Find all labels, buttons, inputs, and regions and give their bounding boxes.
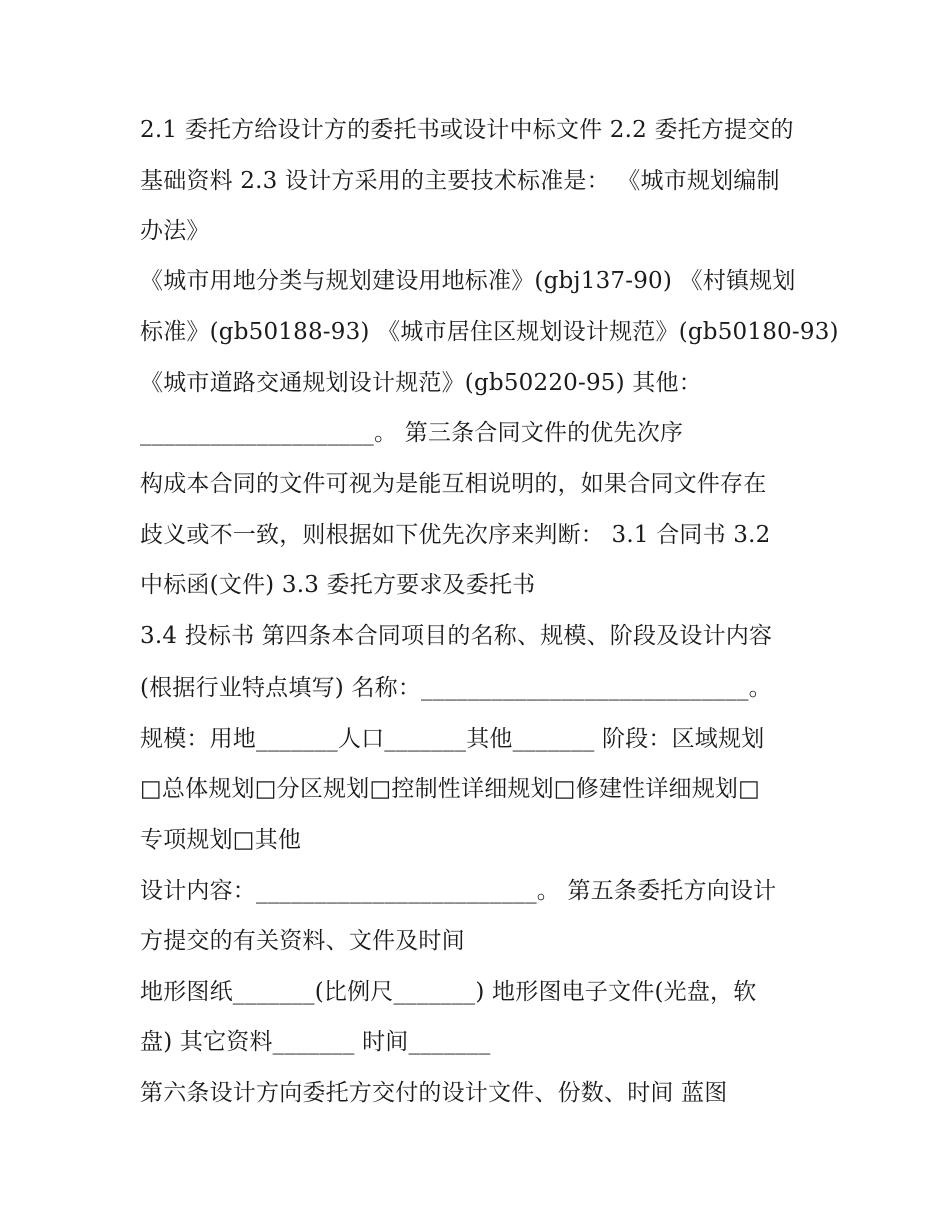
text-line: 标准》(gb50188-93) 《城市居住区规划设计规范》(gb50180-93) — [140, 319, 839, 345]
text-line: 2.1 委托方给设计方的委托书或设计中标文件 2.2 委托方提交的 — [140, 117, 794, 143]
text-line: 第六条设计方向委托方交付的设计文件、份数、时间 蓝图 — [140, 1080, 728, 1106]
text-line: 3.4 投标书 第四条本合同项目的名称、规模、阶段及设计内容 — [140, 623, 773, 649]
text-line: 《城市道路交通规划设计规范》(gb50220-95) 其他： — [140, 370, 702, 396]
text-line: 地形图纸_______(比例尺_______) 地形图电子文件(光盘，软 — [140, 979, 757, 1005]
text-line: ____________________。 第三条合同文件的优先次序 — [140, 420, 684, 446]
text-line: 中标函(文件) 3.3 委托方要求及委托书 — [140, 572, 536, 598]
text-line: 构成本合同的文件可视为是能互相说明的，如果合同文件存在 — [140, 471, 767, 497]
text-line: 盘) 其它资料_______ 时间_______ — [140, 1029, 491, 1055]
text-line: 办法》 — [140, 218, 210, 244]
text-line: 歧义或不一致，则根据如下优先次序来判断： 3.1 合同书 3.2 — [140, 522, 771, 548]
text-line: 《城市用地分类与规划建设用地标准》(gbj137-90) 《村镇规划 — [140, 268, 796, 294]
text-line: 方提交的有关资料、文件及时间 — [140, 928, 465, 954]
text-line: □总体规划□分区规划□控制性详细规划□修建性详细规划□ — [140, 776, 761, 802]
text-line: (根据行业特点填写) 名称：____________________________。 — [140, 675, 772, 701]
text-line: 规模：用地_______人口_______其他_______ 阶段：区域规划 — [140, 726, 765, 752]
text-line: 专项规划□其他 — [140, 827, 302, 853]
text-line: 设计内容：________________________。 第五条委托方向设计 — [140, 878, 777, 904]
text-line: 基础资料 2.3 设计方采用的主要技术标准是： 《城市规划编制 — [140, 168, 780, 194]
